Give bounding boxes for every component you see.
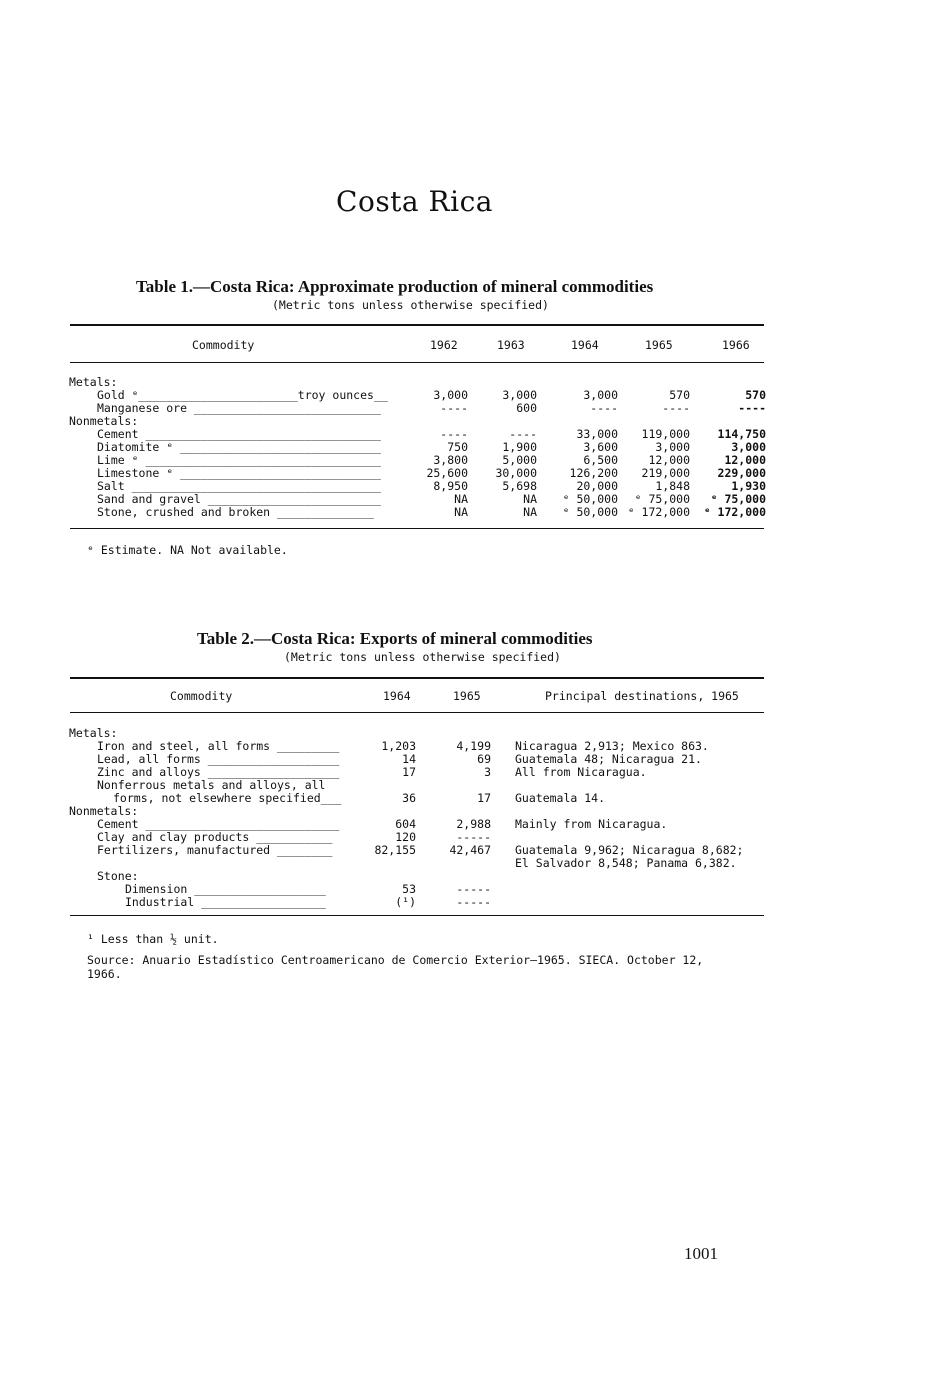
- table2-row-label: Zinc and alloys ___________________: [97, 766, 340, 779]
- table1-row-label: Metals:: [69, 376, 118, 389]
- table2-source-line2: 1966.: [87, 967, 122, 981]
- table2-cell-destinations: Mainly from Nicaragua.: [515, 818, 668, 831]
- table1-cell-1962: ----: [440, 428, 468, 441]
- table1-cell-1962: [391, 376, 468, 389]
- table2-cell-destinations: Guatemala 14.: [515, 792, 606, 805]
- table1-cell-1963: 5,698: [502, 480, 537, 493]
- table2-cell-destinations: [491, 727, 763, 740]
- table1-cell-1964: 6,500: [583, 454, 618, 467]
- table2-row-label: Nonmetals:: [69, 805, 139, 818]
- table1-cell-1964: [537, 415, 618, 428]
- table2-row-label: forms, not elsewhere specified___: [113, 792, 342, 805]
- table1-cell-1965: 12,000: [648, 454, 690, 467]
- table1-top-rule: [70, 324, 764, 326]
- table2-subtitle: (Metric tons unless otherwise specified): [284, 650, 561, 664]
- table2-cell-1965: 3: [484, 766, 491, 779]
- table1-header-1963: 1963: [497, 338, 525, 352]
- table1-cell-1963: NA: [523, 506, 537, 519]
- table2-header-1965: 1965: [453, 689, 481, 703]
- table1-cell-1966: ----: [738, 402, 766, 415]
- table1-cell-1966: [690, 415, 766, 428]
- table1-row: [69, 402, 766, 415]
- table2-cell-destinations: [491, 779, 763, 792]
- table1-cell-1963: 5,000: [502, 454, 537, 467]
- table2-cell-1964: [345, 779, 416, 792]
- table2-row: [69, 857, 763, 870]
- table2-cell-destinations: El Salvador 8,548; Panama 6,382.: [515, 857, 737, 870]
- table2-body: [69, 727, 763, 909]
- table2-cell-1965: [416, 857, 491, 870]
- table1-row-label: Stone, crushed and broken ______________: [97, 506, 374, 519]
- table1-cell-1965: 3,000: [655, 441, 690, 454]
- table2-cell-1964: [345, 805, 416, 818]
- table2-cell-1965: -----: [456, 896, 491, 909]
- table2-cell-1964: 17: [402, 766, 416, 779]
- table2-cell-1964: 1,203: [381, 740, 416, 753]
- table1-row-label: Salt ____________________________________: [97, 480, 381, 493]
- table2-cell-destinations: [491, 831, 763, 844]
- table2-row: [69, 883, 763, 896]
- table1-row: [69, 415, 766, 428]
- table2-cell-1965: 42,467: [449, 844, 491, 857]
- table2-footnote: ¹ Less than ½ unit.: [87, 932, 219, 946]
- table2-row-label: Clay and clay products ___________: [97, 831, 333, 844]
- table1-cell-1963: 1,900: [502, 441, 537, 454]
- table2-cell-destinations: Guatemala 9,962; Nicaragua 8,682;: [515, 844, 744, 857]
- table1-cell-1964: [537, 376, 618, 389]
- table1-cell-1966: 3,000: [731, 441, 766, 454]
- table2-cell-1965: [416, 779, 491, 792]
- table2-row: [69, 753, 763, 766]
- table1-row: [69, 441, 766, 454]
- table1-cell-1962: 8,950: [433, 480, 468, 493]
- table1-cell-1965: [618, 376, 690, 389]
- table2-cell-1964: 120: [395, 831, 416, 844]
- table1-cell-1963: ----: [509, 428, 537, 441]
- table1-subtitle: (Metric tons unless otherwise specified): [272, 298, 549, 312]
- table2-caption: Table 2.—Costa Rica: Exports of mineral commodities: [197, 629, 593, 648]
- table2-cell-1964: 82,155: [374, 844, 416, 857]
- table2-cell-destinations: [491, 896, 763, 909]
- table2-row-label: Iron and steel, all forms _________: [97, 740, 340, 753]
- table2-cell-1965: [416, 805, 491, 818]
- table2-row: [69, 727, 763, 740]
- table2-cell-1965: 17: [477, 792, 491, 805]
- table1-cell-1963: 600: [516, 402, 537, 415]
- table2-cell-1965: 4,199: [456, 740, 491, 753]
- table1-cell-1965: ᵉ 172,000: [627, 506, 690, 519]
- table1-row-label: Diatomite ᵉ _____________________________: [97, 441, 381, 454]
- table2-row: [69, 896, 763, 909]
- table1-cell-1963: [468, 415, 537, 428]
- table2-row-label: Dimension ___________________: [125, 883, 326, 896]
- table1-cell-1964: 33,000: [576, 428, 618, 441]
- table1-row-label: Manganese ore ___________________________: [97, 402, 381, 415]
- table2-row-label: Cement ____________________________: [97, 818, 340, 831]
- table1-cell-1966: ᵉ 172,000: [703, 506, 766, 519]
- table2-row: [69, 818, 763, 831]
- table1-cell-1964: ᵉ 50,000: [562, 506, 618, 519]
- table2-row-label: Fertilizers, manufactured ________: [97, 844, 333, 857]
- table2-row-label: Industrial __________________: [125, 896, 326, 909]
- table1-cell-1964: 126,200: [569, 467, 618, 480]
- table2-row-label: Nonferrous metals and alloys, all: [97, 779, 326, 792]
- table2-row-label: [69, 857, 345, 870]
- table2-cell-1964: 14: [402, 753, 416, 766]
- table2-cell-1964: 53: [402, 883, 416, 896]
- table1-cell-1962: 750: [447, 441, 468, 454]
- page-number: 1001: [684, 1244, 718, 1263]
- table1-cell-1962: NA: [454, 506, 468, 519]
- table2-header-destinations: Principal destinations, 1965: [545, 689, 739, 703]
- table2-bottom-rule: [70, 915, 764, 916]
- table2-row: [69, 766, 763, 779]
- table2-header-1964: 1964: [383, 689, 411, 703]
- table2-row: [69, 792, 763, 805]
- table2-row: [69, 831, 763, 844]
- table1-row: [69, 480, 766, 493]
- table2-cell-1965: -----: [456, 831, 491, 844]
- table1-cell-1962: NA: [454, 493, 468, 506]
- table2-cell-1964: 36: [402, 792, 416, 805]
- table1-row-label: Cement __________________________________: [97, 428, 381, 441]
- table1-cell-1966: 570: [745, 389, 766, 402]
- table2-row: [69, 870, 763, 883]
- table2-cell-1964: 604: [395, 818, 416, 831]
- table1-row: [69, 506, 766, 519]
- table1-cell-1966: 12,000: [724, 454, 766, 467]
- table2-row: [69, 740, 763, 753]
- table1-body: [69, 376, 766, 519]
- table1-row-label: Lime ᵉ __________________________________: [97, 454, 381, 467]
- table2-row-label: Stone:: [97, 870, 139, 883]
- table1-row: [69, 428, 766, 441]
- table1-cell-1962: 25,600: [426, 467, 468, 480]
- table2-cell-1965: [416, 870, 491, 883]
- table1-row-label: Gold ᵉ_______________________troy ounces__: [97, 389, 388, 402]
- table2-cell-destinations: Guatemala 48; Nicaragua 21.: [515, 753, 702, 766]
- table2-cell-destinations: All from Nicaragua.: [515, 766, 647, 779]
- table1-cell-1963: NA: [523, 493, 537, 506]
- table1-cell-1966: 114,750: [717, 428, 766, 441]
- table2-cell-destinations: [491, 883, 763, 896]
- table1-cell-1965: 1,848: [655, 480, 690, 493]
- table1-row: [69, 376, 766, 389]
- table2-header-commodity: Commodity: [170, 689, 233, 703]
- table1-header-1962: 1962: [430, 338, 458, 352]
- table2-cell-destinations: [491, 870, 763, 883]
- table2-row-label: Metals:: [69, 727, 118, 740]
- table2-cell-1965: 2,988: [456, 818, 491, 831]
- table1-cell-1965: 119,000: [641, 428, 690, 441]
- table2-cell-1965: -----: [456, 883, 491, 896]
- page-title: Costa Rica: [336, 185, 493, 218]
- table2-cell-1964: [345, 870, 416, 883]
- table1-cell-1962: ----: [440, 402, 468, 415]
- table1-row: [69, 493, 766, 506]
- table1-row: [69, 467, 766, 480]
- table2-source-line1: Source: Anuario Estadístico Centroamericano de Comercio Exterior—1965. SIECA. October 12,: [87, 953, 704, 967]
- table1-footnote: ᵉ Estimate. NA Not available.: [87, 543, 288, 557]
- table1-cell-1965: ----: [662, 402, 690, 415]
- table1-cell-1964: 3,000: [583, 389, 618, 402]
- table2-row-label: Lead, all forms ___________________: [97, 753, 340, 766]
- table1-cell-1963: 30,000: [495, 467, 537, 480]
- table1-cell-1964: 3,600: [583, 441, 618, 454]
- table2-cell-1965: [416, 727, 491, 740]
- table1-cell-1964: ᵉ 50,000: [562, 493, 618, 506]
- table1-cell-1963: [468, 376, 537, 389]
- table2-row: [69, 805, 763, 818]
- table1-row-label: Limestone ᵉ _____________________________: [97, 467, 381, 480]
- table1-cell-1962: 3,800: [433, 454, 468, 467]
- table1-cell-1965: 219,000: [641, 467, 690, 480]
- table1-cell-1965: [618, 415, 690, 428]
- table2-cell-1964: [345, 727, 416, 740]
- table1-cell-1966: 229,000: [717, 467, 766, 480]
- table1-cell-1965: 570: [669, 389, 690, 402]
- table1-cell-1964: 20,000: [576, 480, 618, 493]
- table1-cell-1966: 1,930: [731, 480, 766, 493]
- table2-cell-1964: (¹): [395, 896, 416, 909]
- table1-cell-1966: ᵉ 75,000: [710, 493, 766, 506]
- table2-top-rule: [70, 677, 764, 679]
- table1-cell-1965: ᵉ 75,000: [634, 493, 690, 506]
- table1-cell-1962: 3,000: [433, 389, 468, 402]
- table2-cell-1965: 69: [477, 753, 491, 766]
- table2-row: [69, 844, 763, 857]
- table1-row: [69, 389, 766, 402]
- table1-cell-1966: [690, 376, 766, 389]
- table1-header-rule: [70, 362, 764, 363]
- table1-bottom-rule: [70, 528, 764, 529]
- table1-cell-1964: ----: [590, 402, 618, 415]
- table1-cell-1962: [391, 415, 468, 428]
- table1-row: [69, 454, 766, 467]
- table2-cell-1964: [345, 857, 416, 870]
- table1-row-label: Nonmetals:: [69, 415, 139, 428]
- table1-cell-1963: 3,000: [502, 389, 537, 402]
- table1-header-1966: 1966: [722, 338, 750, 352]
- table1-row-label: Sand and gravel _________________________: [97, 493, 381, 506]
- table2-row: [69, 779, 763, 792]
- table1-header-1964: 1964: [571, 338, 599, 352]
- table1-caption: Table 1.—Costa Rica: Approximate production of mineral commodities: [136, 277, 654, 296]
- table1-header-1965: 1965: [645, 338, 673, 352]
- table2-header-rule: [70, 712, 764, 713]
- table1-header-commodity: Commodity: [192, 338, 255, 352]
- table2-cell-destinations: [491, 805, 763, 818]
- table2-cell-destinations: Nicaragua 2,913; Mexico 863.: [515, 740, 709, 753]
